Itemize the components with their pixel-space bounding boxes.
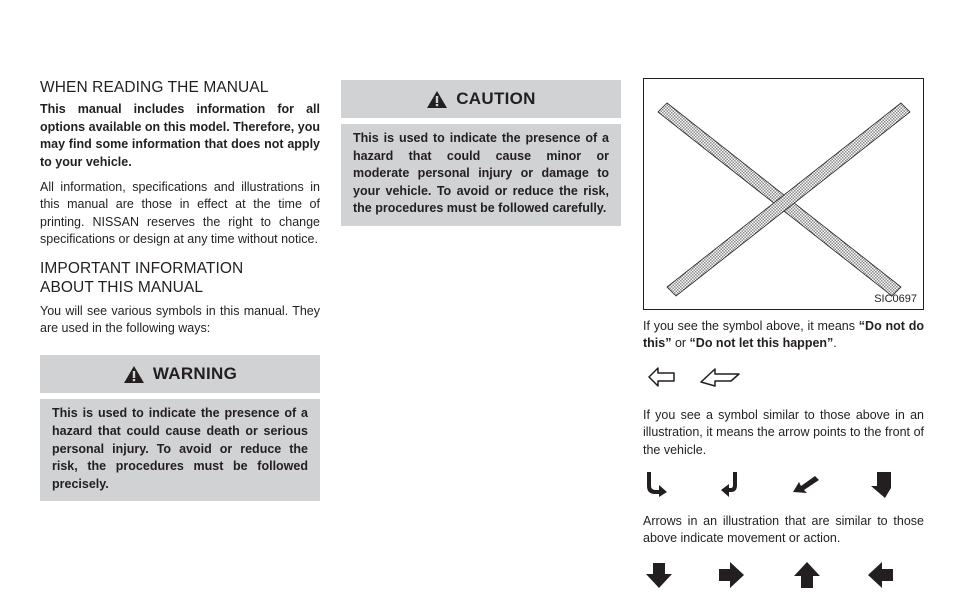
section-heading-2: IMPORTANT INFORMATION ABOUT THIS MANUAL [40,259,244,296]
solid-arrow-right-icon [717,561,745,589]
warning-triangle-icon [123,365,145,384]
warning-callout [40,355,320,501]
or-text: or [671,336,690,351]
solid-arrow-down-icon [645,561,673,589]
do-not-do-this: “Do not do this” [643,319,924,351]
warning-title: WARNING [152,364,238,384]
period-text: . [833,336,837,351]
figure-box [643,78,924,310]
prohibition-paragraph [643,318,924,353]
column-middle [341,80,621,226]
caution-body: This is used to indicate the presence of a hazard that could cause minor or moderate personal injury or damage to your vehicle. To avoid or reduce the risk, the procedures must be followed carefully. [341,124,621,226]
diagonal-arrow-left-icon [791,472,821,496]
solid-arrow-left-icon [867,561,895,589]
caution-header [341,80,621,118]
warning-triangle-icon [426,90,448,109]
front-arrow-outline-icon [647,365,677,389]
caution-callout [341,80,621,226]
intro-paragraph: All information, specifications and illustrations in this manual are those in effect at the time of printing. NISSAN reserves the right to change specifications or design at any time without notice. [40,180,320,247]
prohibition-x-icon [644,79,923,309]
action-arrow-icons [643,560,924,590]
warning-header [40,355,320,393]
caution-title: CAUTION [456,89,536,108]
do-not-let-this-happen: “Do not let this happen” [689,336,834,351]
angled-arrow-down-icon [867,470,893,498]
solid-arrow-up-icon [793,561,821,589]
figure-code: SIC0697 [874,293,917,305]
section-heading: WHEN READING THE MANUAL [40,79,269,96]
warning-body: This is used to indicate the presence of a hazard that could cause death or serious personal injury. To avoid or reduce the risk, the procedures must be followed precisely. [40,399,320,501]
curved-arrow-down-right-icon [647,470,669,498]
curved-arrow-down-left-icon [719,470,741,498]
column-right [643,78,924,590]
movement-arrow-icons [643,469,924,499]
front-arrow-paragraph: If you see a symbol similar to those above in an illustration, it means the arrow points to the front of the vehicle. [643,407,924,457]
prohibition-text-start: If you see the symbol above, it means [643,319,859,333]
symbols-paragraph: You will see various symbols in this manual. They are used in the following ways: [40,303,320,336]
front-arrow-icons [643,363,924,391]
intro-bold-paragraph: This manual includes information for all options available on this model. Therefore, you may find some information that does not apply to your vehicle. [40,102,320,169]
front-arrow-outline-skewed-icon [699,365,741,389]
movement-paragraph: Arrows in an illustration that are similar to those above indicate movement or action. [643,514,924,546]
column-left [40,78,320,501]
